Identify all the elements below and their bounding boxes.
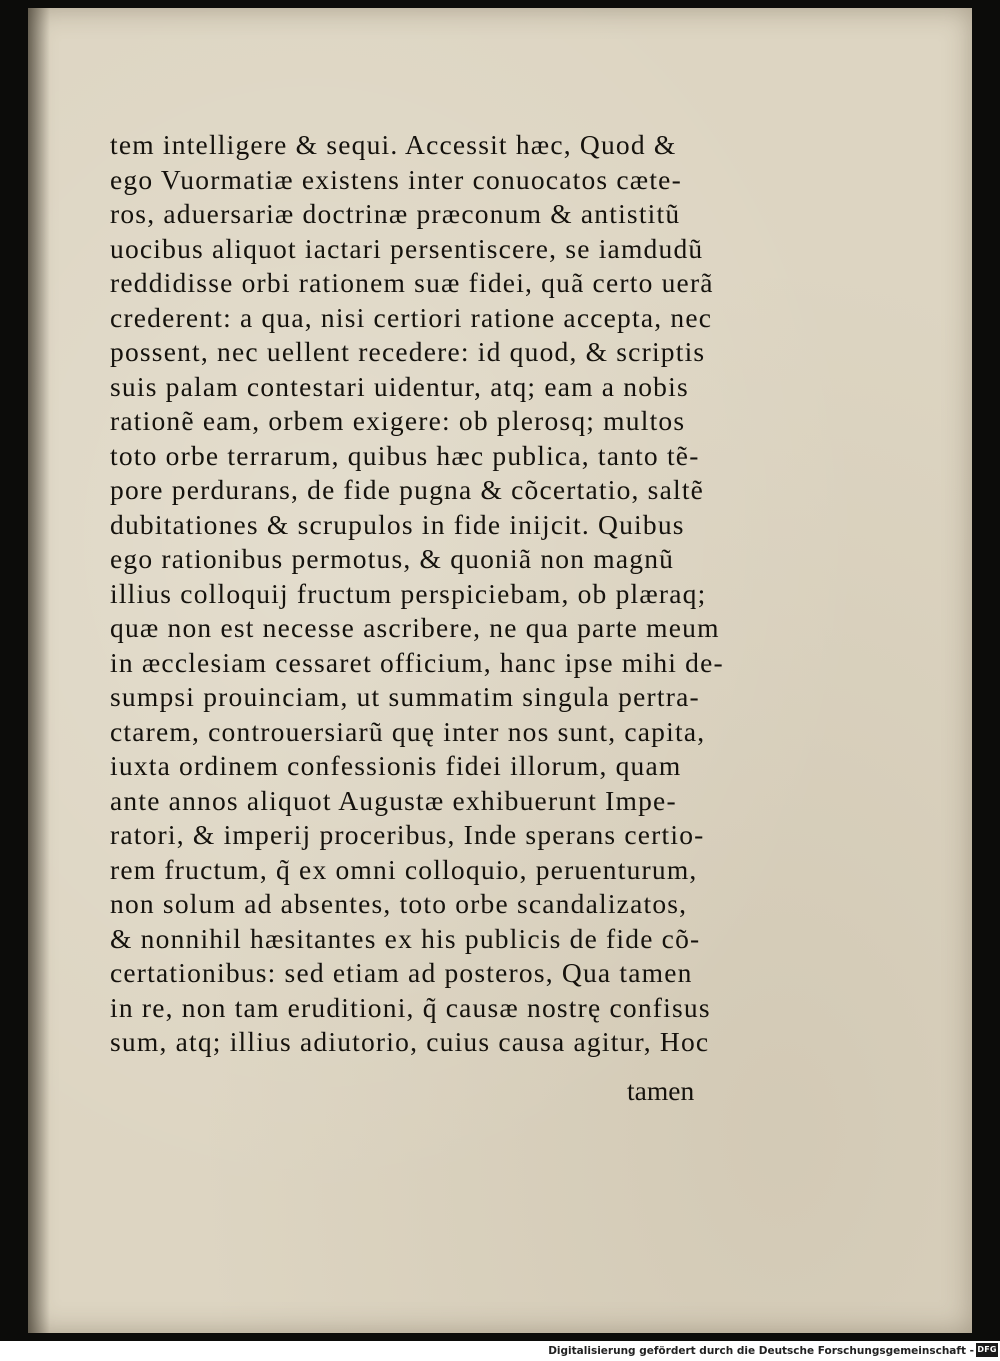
text-line: non solum ad absentes, toto orbe scandalizatos, xyxy=(110,888,688,919)
dfg-logo-icon: DFG xyxy=(976,1343,998,1357)
text-line: uocibus aliquot iactari persentiscere, se iamdudũ xyxy=(110,232,704,264)
text-line: rem fructum, q̃ ex omni colloquio, peruenturum, xyxy=(110,853,698,885)
gutter-shadow xyxy=(28,8,50,1333)
text-line: ego Vuormatiæ existens inter conuocatos cæte- xyxy=(110,163,682,195)
text-line: ros, aduersariæ doctrinæ præconum & antistitũ xyxy=(110,198,681,229)
text-line: suis palam contestari uidentur, atq; eam a nobis xyxy=(110,370,689,402)
text-line: pore perdurans, de fide pugna & cõcertatio, saltẽ xyxy=(110,474,705,505)
text-line: sumpsi prouinciam, ut summatim singula pertra- xyxy=(110,681,700,712)
text-line: possent, nec uellent recedere: id quod, & scriptis xyxy=(110,336,706,367)
text-line: in æcclesiam cessaret officium, hanc ipse mihi de- xyxy=(110,646,724,678)
text-line: iuxta ordinem confessionis fidei illorum, quam xyxy=(110,750,682,781)
text-line: ante annos aliquot Augustæ exhibuerunt Impe- xyxy=(110,784,677,816)
text-line: ratori, & imperij proceribus, Inde sperans certio- xyxy=(110,819,705,850)
text-line: sum, atq; illius adiutorio, cuius causa agitur, Hoc xyxy=(110,1026,710,1057)
text-line: illius colloquij fructum perspiciebam, ob plæraq; xyxy=(110,577,707,609)
text-line: toto orbe terrarum, quibus hæc publica, tanto tẽ- xyxy=(110,439,700,471)
text-line: crederent: a qua, nisi certiori ratione accepta, nec xyxy=(110,301,713,333)
catchword: tamen xyxy=(627,1075,695,1106)
footer-bar xyxy=(0,1341,1000,1361)
text-line: rationẽ eam, orbem exigere: ob plerosq; multos xyxy=(110,405,686,436)
text-line: certationibus: sed etiam ad posteros, Qua tamen xyxy=(110,957,693,988)
text-line: & nonnihil hæsitantes ex his publicis de fide cõ- xyxy=(110,922,701,954)
text-line: ctarem, controuersiarũ quę inter nos sunt, capita, xyxy=(110,715,706,747)
text-line: reddidisse orbi rationem suæ fidei, quã certo uerã xyxy=(110,267,714,298)
text-line: ego rationibus permotus, & quoniã non magnũ xyxy=(110,543,675,574)
text-line: tem intelligere & sequi. Accessit hæc, Quod & xyxy=(110,129,677,160)
text-line: in re, non tam eruditioni, q̃ causæ nostrę confisus xyxy=(110,991,711,1023)
text-line: dubitationes & scrupulos in fide inijcit. Quibus xyxy=(110,508,685,540)
funding-credit: Digitalisierung gefördert durch die Deutsche Forschungsgemeinschaft - xyxy=(548,1345,974,1357)
text-line: quæ non est necesse ascribere, ne qua parte meum xyxy=(110,612,720,643)
